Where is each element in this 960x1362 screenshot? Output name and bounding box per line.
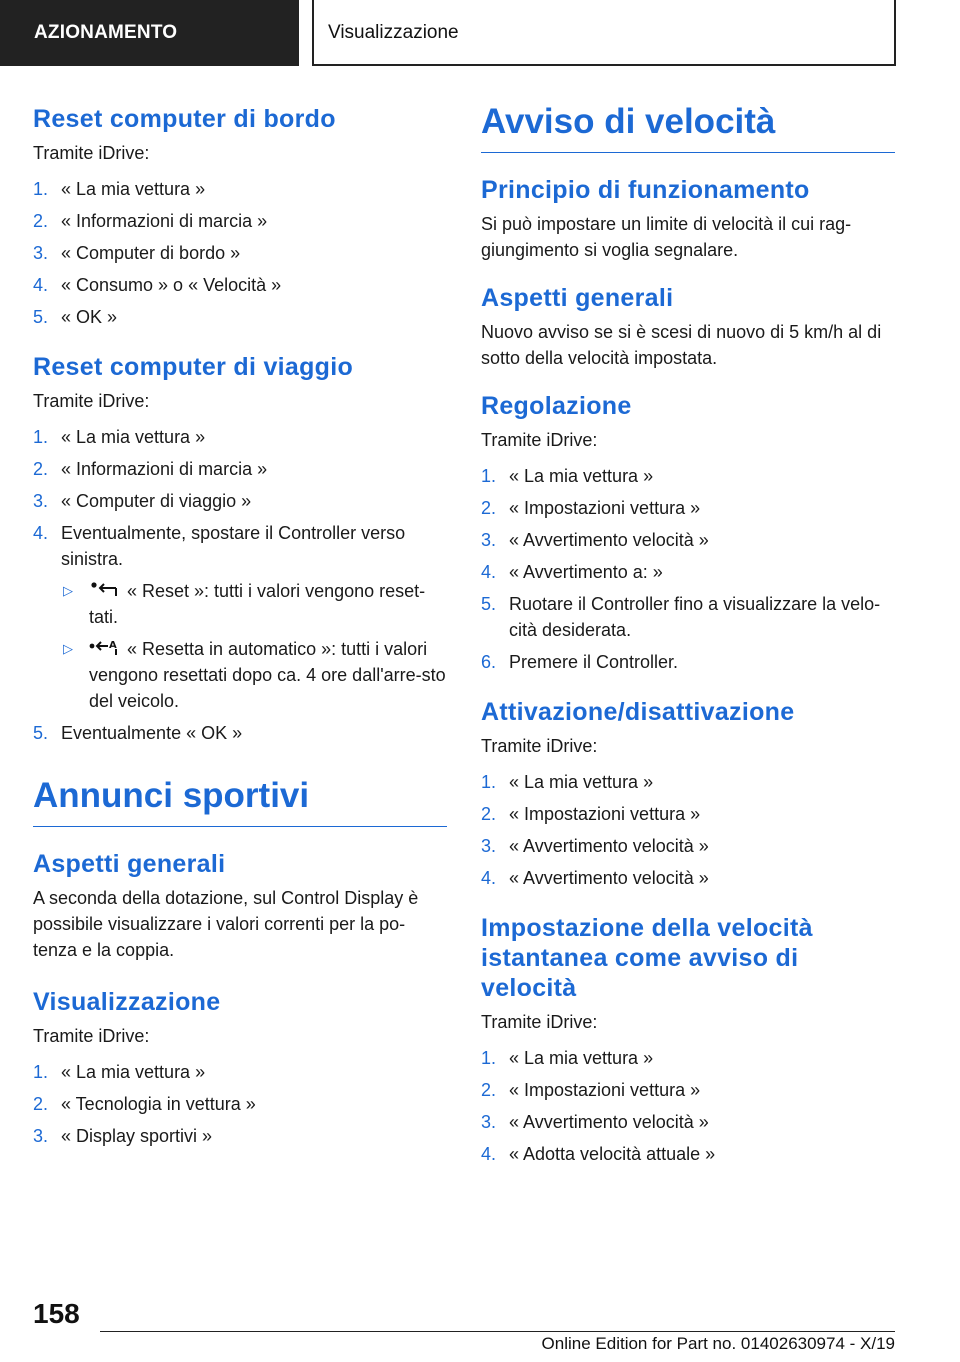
triangle-bullet-icon: ▷ bbox=[63, 641, 73, 656]
list-item: 2. « Impostazioni vettura » bbox=[481, 498, 701, 518]
heading-visualizzazione: Visualizzazione bbox=[33, 988, 221, 1016]
list-item: 3. « Computer di viaggio » bbox=[33, 491, 252, 511]
list-item: 3. « Avvertimento velocità » bbox=[481, 1112, 709, 1132]
heading-attivazione: Attivazione/disattivazione bbox=[481, 698, 795, 726]
triangle-bullet-icon: ▷ bbox=[63, 583, 73, 598]
regolazione-intro: Tramite iDrive: bbox=[481, 430, 598, 450]
list-item: 1. « La mia vettura » bbox=[481, 466, 654, 486]
list-item: 2. « Impostazioni vettura » bbox=[481, 1080, 701, 1100]
attivazione-intro: Tramite iDrive: bbox=[481, 736, 598, 756]
list-item: 2. « Informazioni di marcia » bbox=[33, 211, 268, 231]
section-tab: AZIONAMENTO bbox=[0, 0, 299, 66]
substep: ▷ A « Resetta in automatico »: tutti i valori vengono resettati dopo ca. 4 ore dall'arre-sto del veicolo. bbox=[61, 636, 447, 714]
list-item: 2. « Informazioni di marcia » bbox=[33, 459, 268, 479]
footer-divider bbox=[100, 1331, 895, 1332]
svg-text:A: A bbox=[109, 640, 117, 651]
principio-text: Si può impostare un limite di velocità il cui rag-giungimento si voglia segnalare. bbox=[481, 214, 852, 260]
heading-regolazione: Regolazione bbox=[481, 392, 632, 420]
list-item: 4. Eventualmente, spostare il Controller verso sinistra. ▷ « Reset »: tutti i valori vengono reset-tati. ▷ A « Resetta in automatico »: tutti i valori vengono resettati dopo ca. 4 ore dall'arre-sto del veicolo. bbox=[33, 520, 447, 714]
reset-bordo-intro: Tramite iDrive: bbox=[33, 143, 150, 163]
heading-principio: Principio di funzionamento bbox=[481, 176, 810, 204]
page-number: 158 bbox=[33, 1298, 80, 1329]
annunci-aspetti-text: A seconda della dotazione, sul Control Display è possibile visualizzare i valori correnti per la po-tenza e la coppia. bbox=[33, 888, 419, 960]
right-column bbox=[481, 100, 895, 1167]
list-item: 4. « Adotta velocità attuale » bbox=[481, 1144, 716, 1164]
reset-bordo-steps bbox=[33, 176, 447, 330]
reset-viaggio-intro: Tramite iDrive: bbox=[33, 391, 150, 411]
heading-avviso-velocita: Avviso di velocità bbox=[481, 100, 895, 153]
heading-reset-bordo: Reset computer di bordo bbox=[33, 105, 336, 133]
header-title: Visualizzazione bbox=[312, 0, 896, 66]
visualizzazione-steps bbox=[33, 1059, 447, 1149]
visualizzazione-intro: Tramite iDrive: bbox=[33, 1026, 150, 1046]
reset-auto-icon bbox=[89, 639, 119, 657]
heading-reset-viaggio: Reset computer di viaggio bbox=[33, 353, 354, 381]
list-item: 6. Premere il Controller. bbox=[481, 652, 679, 672]
list-item: 3. « Computer di bordo » bbox=[33, 243, 241, 263]
page-header bbox=[0, 0, 960, 66]
left-column bbox=[33, 100, 447, 1149]
aspetti-text: Nuovo avviso se si è scesi di nuovo di 5 km/h al di sotto della velocità impostata. bbox=[481, 322, 882, 368]
list-item: 5. « OK » bbox=[33, 307, 118, 327]
reset-arrow-icon bbox=[89, 581, 119, 599]
list-item: 2. « Tecnologia in vettura » bbox=[33, 1094, 256, 1114]
substep: ▷ « Reset »: tutti i valori vengono reset-tati. bbox=[61, 578, 447, 630]
heading-annunci-sportivi: Annunci sportivi bbox=[33, 774, 447, 827]
impostazione-steps bbox=[481, 1045, 895, 1167]
list-item: 5. Ruotare il Controller fino a visualizzare la velo-cità desiderata. bbox=[481, 594, 881, 640]
heading-impostazione: Impostazione della velocità istantanea come avviso di velocità bbox=[481, 914, 813, 1002]
list-item: 5. Eventualmente « OK » bbox=[33, 723, 243, 743]
list-item: 1. « La mia vettura » bbox=[33, 179, 206, 199]
list-item: 3. « Display sportivi » bbox=[33, 1126, 213, 1146]
heading-aspetti-generali: Aspetti generali bbox=[33, 850, 226, 878]
footer-edition: Online Edition for Part no. 01402630974 - X/19 bbox=[541, 1334, 895, 1353]
heading-aspetti-generali: Aspetti generali bbox=[481, 284, 674, 312]
reset-viaggio-steps bbox=[33, 424, 447, 746]
list-item: 4. « Avvertimento velocità » bbox=[481, 868, 709, 888]
list-item: 4. « Consumo » o « Velocità » bbox=[33, 275, 282, 295]
list-item: 3. « Avvertimento velocità » bbox=[481, 530, 709, 550]
substeps bbox=[61, 578, 447, 714]
attivazione-steps bbox=[481, 769, 895, 891]
list-item: 4. « Avvertimento a: » bbox=[481, 562, 663, 582]
list-item: 1. « La mia vettura » bbox=[481, 772, 654, 792]
list-item: 1. « La mia vettura » bbox=[481, 1048, 654, 1068]
list-item: 1. « La mia vettura » bbox=[33, 1062, 206, 1082]
list-item: 2. « Impostazioni vettura » bbox=[481, 804, 701, 824]
list-item: 3. « Avvertimento velocità » bbox=[481, 836, 709, 856]
impostazione-intro: Tramite iDrive: bbox=[481, 1012, 598, 1032]
regolazione-steps bbox=[481, 463, 895, 675]
list-item: 1. « La mia vettura » bbox=[33, 427, 206, 447]
